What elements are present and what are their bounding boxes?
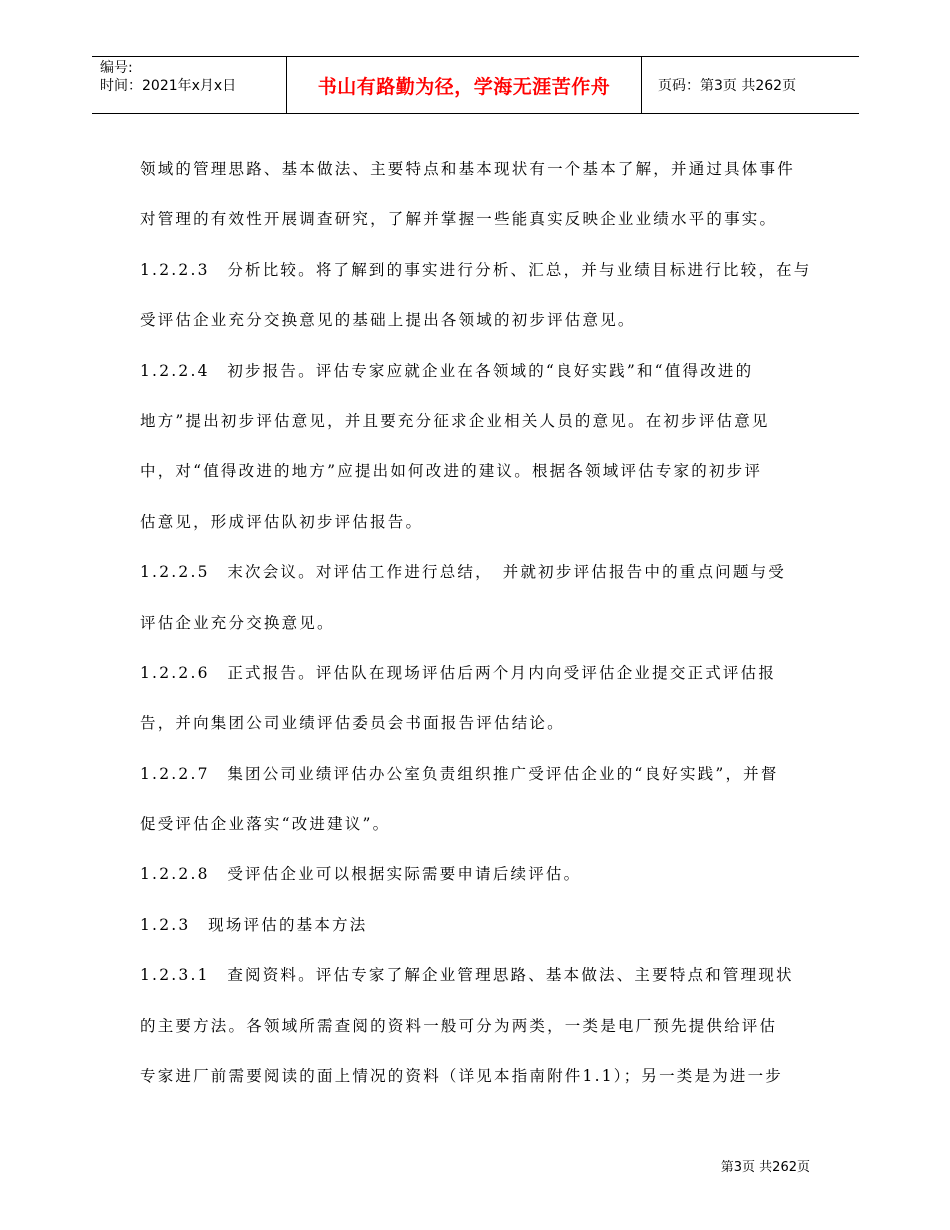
body-line: 1.2.2.8 受评估企业可以根据实际需要申请后续评估。 <box>140 865 582 884</box>
body-line: 1.2.2.7 集团公司业绩评估办公室负责组织推广受评估企业的“良好实践”，并督 <box>140 764 779 783</box>
page-footer: 第3页 共262页 <box>720 1160 810 1175</box>
body-line: 地方”提出初步评估意见，并且要充分征求企业相关人员的意见。在初步评估意见 <box>140 411 770 430</box>
header-page-info: 页码：第3页 共262页 <box>658 78 797 94</box>
body-line: 1.2.2.4 初步报告。评估专家应就企业在各领域的“良好实践”和“值得改进的 <box>140 361 754 380</box>
body-line: 促受评估企业落实“改进建议”。 <box>140 815 391 834</box>
body-line: 告，并向集团公司业绩评估委员会书面报告评估结论。 <box>140 714 565 733</box>
body-line: 评估企业充分交换意见。 <box>140 613 335 632</box>
body-line: 对管理的有效性开展调查研究，了解并掌握一些能真实反映企业业绩水平的事实。 <box>140 210 778 229</box>
header-meta <box>100 59 280 95</box>
body-line: 专家进厂前需要阅读的面上情况的资料（详见本指南附件1.1）；另一类是为进一步 <box>140 1067 784 1086</box>
body-line: 受评估企业充分交换意见的基础上提出各领域的初步评估意见。 <box>140 311 636 330</box>
body-line: 1.2.2.5 末次会议。对评估工作进行总结， 并就初步评估报告中的重点问题与受 <box>140 563 786 582</box>
header-motto: 书山有路勤为径，学海无涯苦作舟 <box>286 57 642 113</box>
document-number-label: 编号: <box>100 60 133 76</box>
body-line: 1.2.2.6 正式报告。评估队在现场评估后两个月内向受评估企业提交正式评估报 <box>140 663 777 682</box>
page-header <box>92 56 859 114</box>
body-line: 的主要方法。各领域所需查阅的资料一般可分为两类，一类是电厂预先提供给评估 <box>140 1016 778 1035</box>
body-line: 1.2.2.3 分析比较。将了解到的事实进行分析、汇总，并与业绩目标进行比较，在与 <box>140 260 812 279</box>
body-line: 1.2.3.1 查阅资料。评估专家了解企业管理思路、基本做法、主要特点和管理现状 <box>140 966 794 985</box>
body-line: 中，对“值得改进的地方”应提出如何改进的建议。根据各领域评估专家的初步评 <box>140 462 763 481</box>
document-body <box>140 154 812 1111</box>
section-heading: 1.2.3 现场评估的基本方法 <box>140 915 368 934</box>
body-line: 估意见，形成评估队初步评估报告。 <box>140 512 424 531</box>
body-line: 领域的管理思路、基本做法、主要特点和基本现状有一个基本了解，并通过具体事件 <box>140 160 795 178</box>
document-date: 时间：2021年x月x日 <box>100 78 237 94</box>
